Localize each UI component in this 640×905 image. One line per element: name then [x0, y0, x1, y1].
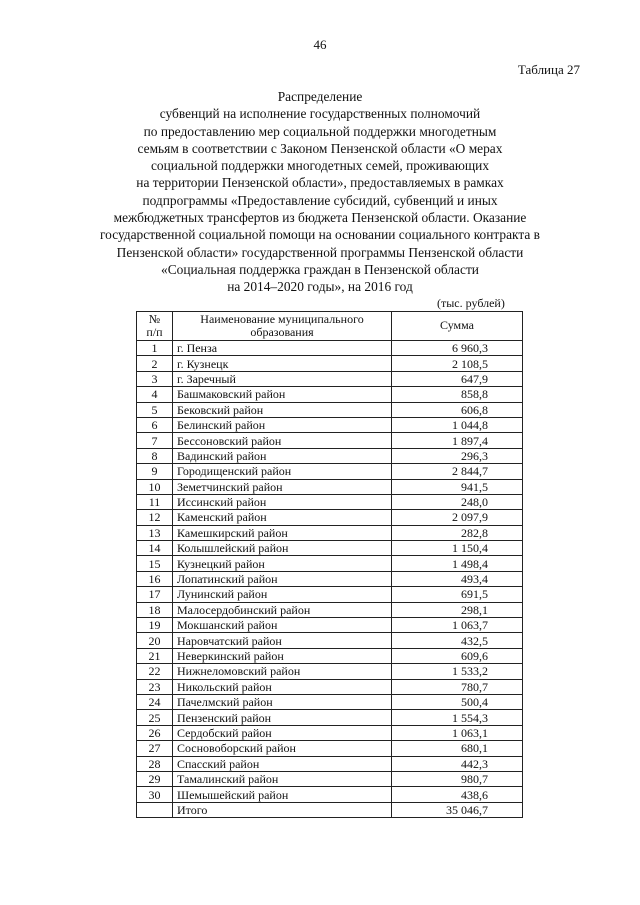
table-row [137, 464, 523, 479]
cell-number: 6 [137, 417, 173, 432]
cell-municipality: Бековский район [173, 402, 392, 417]
cell-municipality: г. Пенза [173, 341, 392, 356]
cell-sum: 680,1 [392, 741, 523, 756]
table-row [137, 618, 523, 633]
cell-number: 30 [137, 787, 173, 802]
cell-sum: 941,5 [392, 479, 523, 494]
cell-municipality: Сердобский район [173, 725, 392, 740]
cell-number: 24 [137, 694, 173, 709]
document-heading [60, 88, 580, 296]
table-row [137, 525, 523, 540]
cell-sum: 1 533,2 [392, 664, 523, 679]
cell-municipality: Нижнеломовский район [173, 664, 392, 679]
subventions-table [136, 311, 523, 818]
header-sum: Сумма [392, 312, 523, 341]
table-row [137, 602, 523, 617]
header-number-line2: п/п [146, 325, 163, 339]
table-row [137, 433, 523, 448]
cell-municipality: Лопатинский район [173, 571, 392, 586]
cell-number: 2 [137, 356, 173, 371]
cell-municipality: Наровчатский район [173, 633, 392, 648]
cell-sum: 2 097,9 [392, 510, 523, 525]
units-note: (тыс. рублей) [437, 296, 505, 310]
cell-municipality: Сосновоборский район [173, 741, 392, 756]
cell-number: 22 [137, 664, 173, 679]
cell-sum: 2 844,7 [392, 464, 523, 479]
cell-number: 27 [137, 741, 173, 756]
cell-municipality: Белинский район [173, 417, 392, 432]
cell-municipality: Земетчинский район [173, 479, 392, 494]
table-row [137, 571, 523, 586]
page-number: 46 [313, 37, 327, 52]
cell-number: 3 [137, 371, 173, 386]
cell-sum: 2 108,5 [392, 356, 523, 371]
cell-municipality: Шемышейский район [173, 787, 392, 802]
cell-municipality: Городищенский район [173, 464, 392, 479]
table-row [137, 587, 523, 602]
cell-municipality: Вадинский район [173, 448, 392, 463]
cell-number: 11 [137, 494, 173, 509]
table-row [137, 679, 523, 694]
cell-sum: 438,6 [392, 787, 523, 802]
cell-municipality: Никольский район [173, 679, 392, 694]
table-row [137, 356, 523, 371]
header-name-line1: Наименование муниципального [200, 311, 364, 326]
cell-sum: 609,6 [392, 648, 523, 663]
table-row [137, 510, 523, 525]
cell-sum: 691,5 [392, 587, 523, 602]
table-row [137, 725, 523, 740]
cell-sum: 858,8 [392, 387, 523, 402]
cell-number [137, 802, 173, 817]
cell-sum: 35 046,7 [392, 802, 523, 817]
table-row [137, 694, 523, 709]
cell-number: 15 [137, 556, 173, 571]
heading-line: социальной поддержки многодетных семей, проживающих [150, 158, 490, 174]
header-name [173, 312, 392, 341]
cell-municipality: Каменский район [173, 510, 392, 525]
table-row [137, 417, 523, 432]
cell-municipality: Кузнецкий район [173, 556, 392, 571]
cell-municipality: Пензенский район [173, 710, 392, 725]
cell-municipality: Колышлейский район [173, 541, 392, 556]
cell-sum: 282,8 [392, 525, 523, 540]
cell-number: 29 [137, 771, 173, 786]
cell-sum: 780,7 [392, 679, 523, 694]
cell-municipality: Спасский район [173, 756, 392, 771]
cell-number: 7 [137, 433, 173, 448]
cell-municipality: Тамалинский район [173, 771, 392, 786]
cell-sum: 298,1 [392, 602, 523, 617]
heading-line: «Социальная поддержка граждан в Пензенской области [161, 261, 479, 277]
cell-municipality: Башмаковский район [173, 387, 392, 402]
heading-line: субвенций на исполнение государственных полномочий [159, 106, 481, 122]
table-row [137, 741, 523, 756]
cell-number: 19 [137, 618, 173, 633]
heading-line: семьям в соответствии с Законом Пензенской области «О мерах [137, 140, 503, 156]
cell-number: 18 [137, 602, 173, 617]
cell-number: 14 [137, 541, 173, 556]
heading-line: на территории Пензенской области», предоставляемых в рамках [136, 175, 504, 191]
cell-municipality: Неверкинский район [173, 648, 392, 663]
cell-number: 13 [137, 525, 173, 540]
table-row [137, 787, 523, 802]
cell-sum: 606,8 [392, 402, 523, 417]
table-label: Таблица 27 [517, 62, 580, 77]
cell-sum: 6 960,3 [392, 341, 523, 356]
cell-sum: 1 044,8 [392, 417, 523, 432]
table-total-row [137, 802, 523, 817]
cell-sum: 500,4 [392, 694, 523, 709]
heading-line: подпрограммы «Предоставление субсидий, субвенций и иных [142, 192, 498, 208]
heading-line: Пензенской области» государственной программы Пензенской области [116, 244, 524, 260]
cell-number: 10 [137, 479, 173, 494]
table-row [137, 771, 523, 786]
table-body [137, 341, 523, 818]
cell-number: 23 [137, 679, 173, 694]
heading-line: межбюджетных трансфертов из бюджета Пензенской области. Оказание [113, 210, 527, 226]
cell-sum: 248,0 [392, 494, 523, 509]
cell-municipality: Малосердобинский район [173, 602, 392, 617]
table-row [137, 448, 523, 463]
cell-sum: 1 063,7 [392, 618, 523, 633]
header-number [137, 312, 173, 341]
cell-municipality: г. Заречный [173, 371, 392, 386]
heading-line: Распределение [277, 89, 363, 104]
cell-sum: 1 150,4 [392, 541, 523, 556]
table-row [137, 494, 523, 509]
cell-sum: 296,3 [392, 448, 523, 463]
cell-number: 5 [137, 402, 173, 417]
cell-municipality: Пачелмский район [173, 694, 392, 709]
table-header-row [137, 312, 523, 341]
heading-line: по предоставлению мер социальной поддержки многодетным [143, 123, 497, 139]
cell-sum: 980,7 [392, 771, 523, 786]
cell-municipality: Мокшанский район [173, 618, 392, 633]
table-row [137, 387, 523, 402]
table-row [137, 371, 523, 386]
header-name-line2: образования [250, 325, 314, 339]
cell-municipality: Лунинский район [173, 587, 392, 602]
table-row [137, 710, 523, 725]
cell-sum: 1 498,4 [392, 556, 523, 571]
cell-number: 28 [137, 756, 173, 771]
cell-sum: 1 063,1 [392, 725, 523, 740]
cell-number: 17 [137, 587, 173, 602]
cell-municipality: Иссинский район [173, 494, 392, 509]
cell-number: 12 [137, 510, 173, 525]
cell-sum: 647,9 [392, 371, 523, 386]
cell-number: 20 [137, 633, 173, 648]
table-row [137, 402, 523, 417]
table-row [137, 541, 523, 556]
cell-sum: 432,5 [392, 633, 523, 648]
cell-number: 4 [137, 387, 173, 402]
table-row [137, 633, 523, 648]
cell-number: 16 [137, 571, 173, 586]
table-row [137, 664, 523, 679]
table-row [137, 648, 523, 663]
cell-sum: 1 897,4 [392, 433, 523, 448]
header-number-line1: № [148, 311, 161, 326]
cell-number: 26 [137, 725, 173, 740]
cell-number: 8 [137, 448, 173, 463]
heading-line: на 2014–2020 годы», на 2016 год [227, 279, 413, 295]
cell-number: 21 [137, 648, 173, 663]
cell-municipality: Камешкирский район [173, 525, 392, 540]
table-row [137, 756, 523, 771]
cell-municipality: г. Кузнецк [173, 356, 392, 371]
cell-number: 25 [137, 710, 173, 725]
table-row [137, 341, 523, 356]
cell-municipality: Итого [173, 802, 392, 817]
heading-line: государственной социальной помощи на основании социального контракта в [100, 227, 540, 243]
table-row [137, 556, 523, 571]
cell-sum: 493,4 [392, 571, 523, 586]
cell-number: 9 [137, 464, 173, 479]
cell-municipality: Бессоновский район [173, 433, 392, 448]
table-row [137, 479, 523, 494]
cell-sum: 442,3 [392, 756, 523, 771]
cell-sum: 1 554,3 [392, 710, 523, 725]
cell-number: 1 [137, 341, 173, 356]
